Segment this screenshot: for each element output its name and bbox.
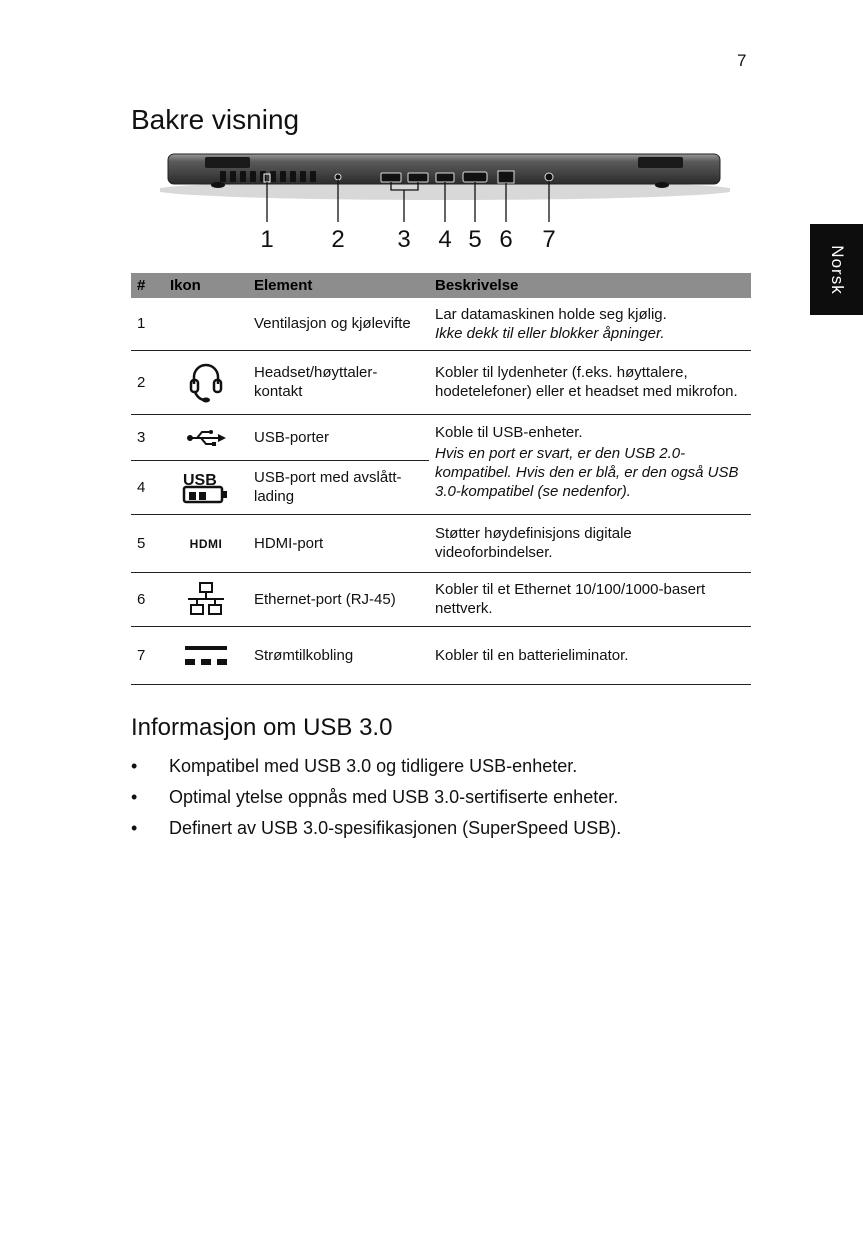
list-item bbox=[131, 817, 621, 848]
headset-icon bbox=[186, 360, 226, 404]
laptop-rear-view-illustration bbox=[160, 150, 730, 260]
bullet: • bbox=[131, 756, 138, 776]
header-element: Element bbox=[248, 273, 429, 298]
callout-1: 1 bbox=[260, 226, 274, 253]
ports-table bbox=[131, 273, 751, 685]
table-row bbox=[131, 572, 751, 626]
row-description: Støtter høydefinisjons digitale videoforbindelser. bbox=[429, 514, 751, 572]
row-description-note: Ikke dekk til eller blokker åpninger. bbox=[435, 324, 665, 342]
list-item-text: Definert av USB 3.0-spesifikasjonen (SuperSpeed USB). bbox=[169, 818, 622, 838]
usb-icon bbox=[186, 429, 226, 447]
usb-info-title: Informasjon om USB 3.0 bbox=[131, 714, 393, 741]
port-ethernet bbox=[498, 171, 514, 183]
row-description: Kobler til et Ethernet 10/100/1000-basert nettverk. bbox=[429, 572, 751, 626]
row-icon bbox=[164, 460, 248, 514]
callout-2: 2 bbox=[331, 226, 345, 253]
row-num: 5 bbox=[131, 514, 164, 572]
port-usb-2 bbox=[408, 173, 428, 182]
row-description-note: Hvis en port er svart, er den USB 2.0-kompatibel. Hvis den er blå, er den også USB 3.0-kompatibel (se nedenfor). bbox=[435, 444, 739, 500]
row-element: USB-port med avslått-lading bbox=[248, 460, 429, 514]
row-description-text: Lar datamaskinen holde seg kjølig. bbox=[435, 305, 667, 323]
foot-right bbox=[655, 182, 669, 188]
dc-power-icon bbox=[184, 643, 228, 667]
usb-charge-icon bbox=[180, 470, 232, 504]
port-audio bbox=[335, 174, 341, 180]
row-icon-empty bbox=[164, 298, 248, 350]
row-element: Ventilasjon og kjølevifte bbox=[248, 298, 429, 350]
hdmi-icon bbox=[182, 537, 230, 551]
row-description bbox=[429, 298, 751, 350]
table-row bbox=[131, 298, 751, 350]
list-item bbox=[131, 786, 621, 817]
usb-info-list bbox=[131, 755, 621, 848]
bullet: • bbox=[131, 787, 138, 807]
table-row bbox=[131, 626, 751, 684]
language-tab-label: Norsk bbox=[827, 244, 847, 295]
port-hdmi bbox=[463, 172, 487, 182]
row-description: Kobler til lydenheter (f.eks. høyttalere, hodetelefoner) eller et headset med mikrofon. bbox=[429, 350, 751, 414]
header-icon: Ikon bbox=[164, 273, 248, 298]
foot-left bbox=[211, 182, 225, 188]
header-num: # bbox=[131, 273, 164, 298]
table-row bbox=[131, 414, 751, 460]
row-element: Ethernet-port (RJ-45) bbox=[248, 572, 429, 626]
header-description: Beskrivelse bbox=[429, 273, 751, 298]
port-dc-in bbox=[545, 173, 553, 181]
hdmi-icon-label: HDMI bbox=[189, 536, 223, 551]
callout-6: 6 bbox=[499, 226, 513, 253]
list-item-text: Optimal ytelse oppnås med USB 3.0-sertifiserte enheter. bbox=[169, 787, 619, 807]
usb-charge-icon-label: USB bbox=[183, 472, 217, 489]
language-tab bbox=[810, 224, 863, 315]
list-item-text: Kompatibel med USB 3.0 og tidligere USB-enheter. bbox=[169, 756, 578, 776]
list-item bbox=[131, 755, 621, 786]
row-num: 3 bbox=[131, 414, 164, 460]
port-usb-charge bbox=[436, 173, 454, 182]
row-description bbox=[429, 414, 751, 514]
callout-3: 3 bbox=[397, 226, 411, 253]
row-icon bbox=[164, 414, 248, 460]
callout-5: 5 bbox=[468, 226, 482, 253]
row-icon bbox=[164, 350, 248, 414]
row-description-text: Koble til USB-enheter. bbox=[435, 423, 583, 441]
table-row bbox=[131, 350, 751, 414]
row-num: 6 bbox=[131, 572, 164, 626]
row-num: 7 bbox=[131, 626, 164, 684]
row-icon bbox=[164, 626, 248, 684]
row-num: 2 bbox=[131, 350, 164, 414]
row-element: Strømtilkobling bbox=[248, 626, 429, 684]
row-element: Headset/høyttaler-kontakt bbox=[248, 350, 429, 414]
bullet: • bbox=[131, 818, 138, 838]
page-number: 7 bbox=[737, 51, 747, 70]
hinge-left bbox=[205, 157, 250, 168]
row-description: Kobler til en batterieliminator. bbox=[429, 626, 751, 684]
callout-4: 4 bbox=[438, 226, 452, 253]
row-icon bbox=[164, 514, 248, 572]
ethernet-icon bbox=[186, 581, 226, 617]
callout-7: 7 bbox=[542, 226, 556, 253]
hinge-right bbox=[638, 157, 683, 168]
table-header-row bbox=[131, 273, 751, 298]
row-icon bbox=[164, 572, 248, 626]
row-num: 1 bbox=[131, 298, 164, 350]
table-row bbox=[131, 514, 751, 572]
row-element: USB-porter bbox=[248, 414, 429, 460]
port-usb-1 bbox=[381, 173, 401, 182]
section-title: Bakre visning bbox=[131, 104, 300, 135]
row-num: 4 bbox=[131, 460, 164, 514]
row-element: HDMI-port bbox=[248, 514, 429, 572]
